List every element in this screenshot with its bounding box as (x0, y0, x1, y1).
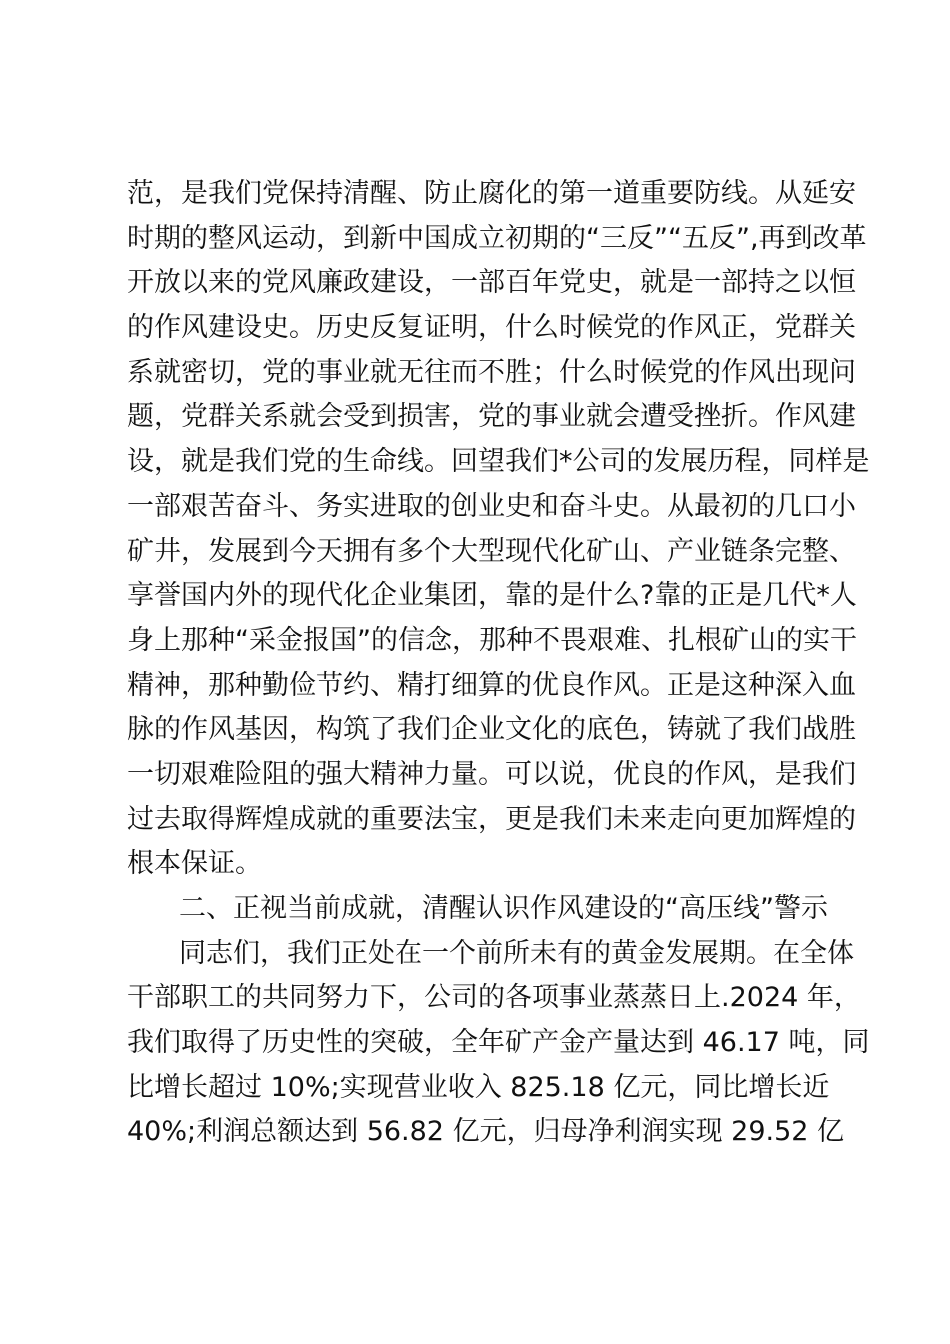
paragraph-line: 身上那种“采金报国”的信念，那种不畏艰难、扎根矿山的实干 (127, 624, 857, 656)
paragraph-line: 脉的作风基因，构筑了我们企业文化的底色，铸就了我们战胜 (127, 714, 856, 746)
paragraph-line: 题，党群关系就会受到损害，党的事业就会遭受挫折。作风建 (127, 401, 856, 433)
paragraph-line: 精神，那种勤俭节约、精打细算的优良作风。正是这种深入血 (127, 669, 856, 701)
paragraph-line: 过去取得辉煌成就的重要法宝，更是我们未来走向更加辉煌的 (127, 803, 856, 835)
paragraph-line: 干部职工的共同努力下，公司的各项事业蒸蒸日上.2024 年， (127, 982, 861, 1014)
section-heading: 二、正视当前成就，清醒认识作风建设的“高压线”警示 (179, 893, 828, 924)
paragraph-line: 范，是我们党保持清醒、防止腐化的第一道重要防线。从延安 (127, 178, 856, 209)
paragraph-line: 40%;利润总额达到 56.82 亿元，归母净利润实现 29.52 亿 (127, 1116, 845, 1148)
paragraph-line: 的作风建设史。历史反复证明，什么时候党的作风正，党群关 (127, 312, 856, 344)
paragraph-line: 一部艰苦奋斗、务实进取的创业史和奋斗史。从最初的几口小 (127, 490, 856, 522)
paragraph-line: 我们取得了历史性的突破，全年矿产金产量达到 46.17 吨，同 (127, 1027, 870, 1059)
paragraph-line: 设，就是我们党的生命线。回望我们*公司的发展历程，同样是 (127, 446, 870, 478)
paragraph-line: 同志们，我们正处在一个前所未有的黄金发展期。在全体 (179, 937, 854, 969)
paragraph-line: 开放以来的党风廉政建设，一部百年党史，就是一部持之以恒 (127, 267, 856, 299)
paragraph-line: 根本保证。 (127, 848, 262, 880)
paragraph-line: 享誉国内外的现代化企业集团，靠的是什么?靠的正是几代*人 (127, 580, 857, 612)
paragraph-line: 时期的整风运动，到新中国成立初期的“三反”“五反”,再到改革 (127, 222, 867, 254)
document-body (127, 172, 870, 1155)
paragraph-line: 矿井，发展到今天拥有多个大型现代化矿山、产业链条完整、 (127, 535, 856, 567)
paragraph-line: 一切艰难险阻的强大精神力量。可以说，优良的作风，是我们 (127, 758, 856, 790)
paragraph-line: 比增长超过 10%;实现营业收入 825.18 亿元，同比增长近 (127, 1071, 830, 1103)
paragraph-line: 系就密切，党的事业就无往而不胜；什么时候党的作风出现问 (127, 356, 856, 388)
